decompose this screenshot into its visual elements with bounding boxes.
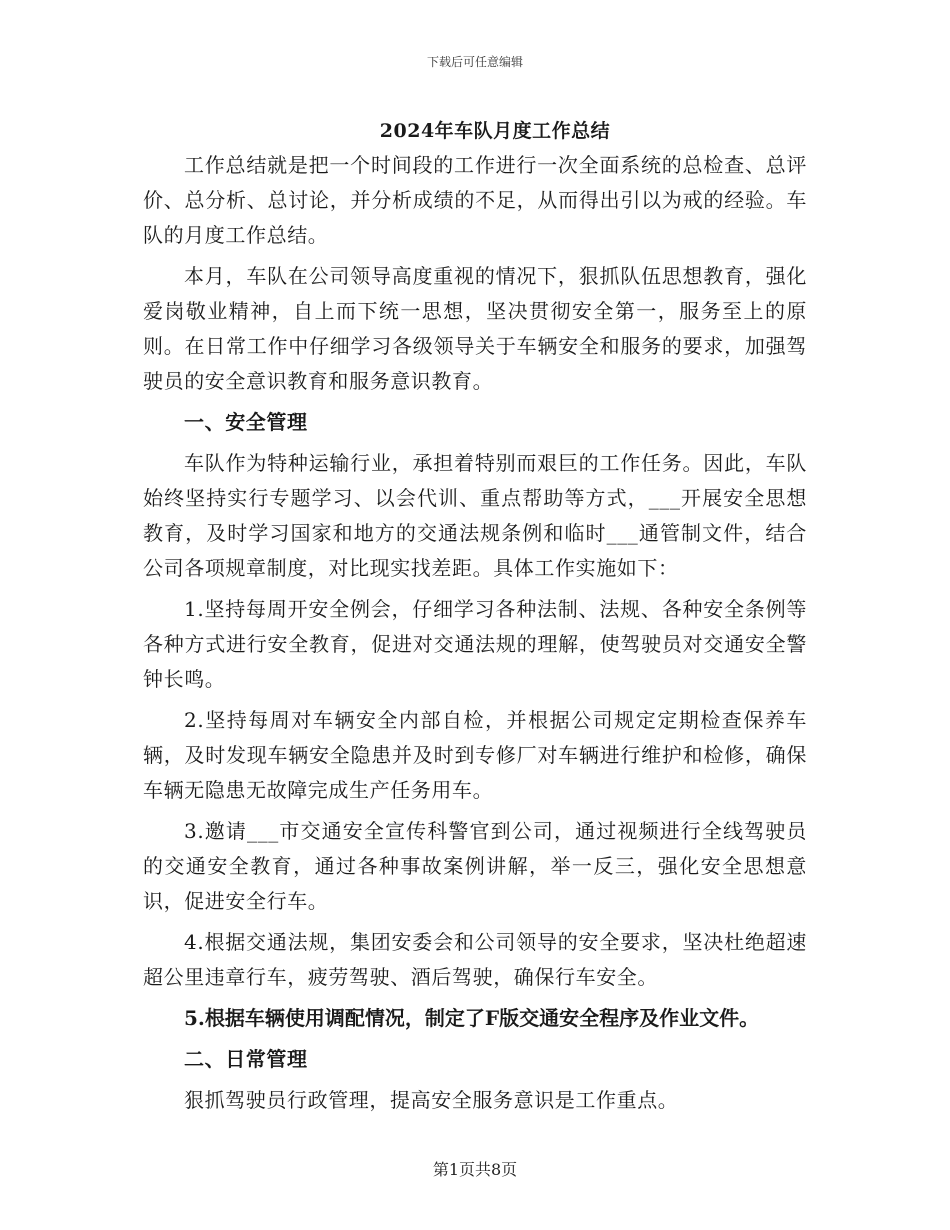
section-heading-safety: 一、安全管理	[184, 410, 308, 434]
document-body	[143, 148, 807, 1124]
list-item-3: 3.邀请___市交通安全宣传科警官到公司，通过视频进行全线驾驶员的交通安全教育，通过各种事故案例讲解，举一反三，强化安全思想意识，促进安全行车。	[143, 819, 807, 913]
list-item-2: 2.坚持每周对车辆安全内部自检，并根据公司规定定期检查保养车辆，及时发现车辆安全隐患并及时到专修厂对车辆进行维护和检修，确保车辆无隐患无故障完成生产任务用车。	[143, 708, 807, 802]
paragraph-intro: 工作总结就是把一个时间段的工作进行一次全面系统的总检查、总评价、总分析、总讨论，并分析成绩的不足，从而得出引以为戒的经验。车队的月度工作总结。	[143, 153, 807, 247]
paragraph-daily: 狠抓驾驶员行政管理，提高安全服务意识是工作重点。	[184, 1088, 679, 1112]
list-item-4: 4.根据交通法规，集团安委会和公司领导的安全要求，坚决杜绝超速超公里违章行车，疲劳驾驶、酒后驾驶，确保行车安全。	[143, 930, 807, 989]
list-item-1: 1.坚持每周开安全例会，仔细学习各种法制、法规、各种安全条例等各种方式进行安全教育，促进对交通法规的理解，使驾驶员对交通安全警钟长鸣。	[143, 597, 807, 691]
paragraph-safety-intro: 车队作为特种运输行业，承担着特别而艰巨的工作任务。因此，车队始终坚持实行专题学习、以会代训、重点帮助等方式，___开展安全思想教育，及时学习国家和地方的交通法规条例和临时___通管制文件，结合公司各项规章制度，对比现实找差距。具体工作实施如下：	[143, 451, 807, 580]
header-note: 下载后可任意编辑	[426, 55, 523, 69]
page-footer: 第1页共8页	[432, 1160, 518, 1179]
section-heading-daily: 二、日常管理	[184, 1047, 308, 1071]
list-item-5: 5.根据车辆使用调配情况，制定了F版交通安全程序及作业文件。	[184, 1006, 760, 1030]
document-title: 2024年车队月度工作总结	[379, 120, 611, 142]
paragraph-overview: 本月，车队在公司领导高度重视的情况下，狠抓队伍思想教育，强化爱岗敬业精神，自上而下统一思想，坚决贯彻安全第一，服务至上的原则。在日常工作中仔细学习各级领导关于车辆安全和服务的要求，加强驾驶员的安全意识教育和服务意识教育。	[143, 264, 807, 393]
